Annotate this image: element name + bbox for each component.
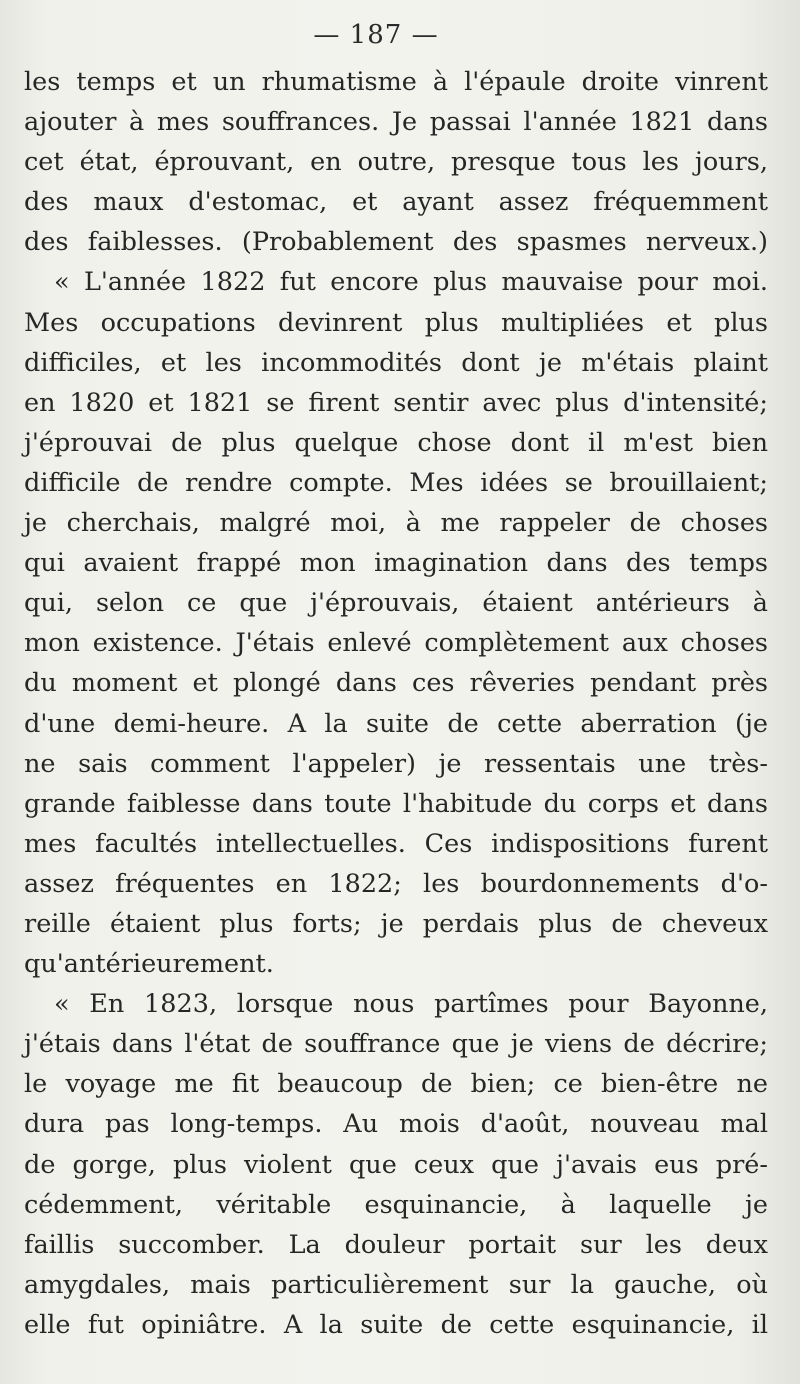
text-line: faillis succomber. La douleur portait sur les deux: [24, 1229, 768, 1260]
text-line: amygdales, mais particulièrement sur la gauche, où: [24, 1269, 768, 1300]
paragraph-start-line: « En 1823, lorsque nous partîmes pour Bayonne,: [54, 989, 768, 1020]
text-line: ajouter à mes souffrances. Je passai l'année 1821 dans: [24, 107, 768, 138]
text-line: en 1820 et 1821 se firent sentir avec plus d'intensité;: [24, 387, 768, 418]
page-number: — 187 —: [313, 20, 439, 50]
text-line: je cherchais, malgré moi, à me rappeler de choses: [24, 508, 768, 539]
text-line: mon existence. J'étais enlevé complètement aux choses: [24, 628, 768, 659]
paragraph-start-line: « L'année 1822 fut encore plus mauvaise pour moi.: [54, 267, 768, 298]
text-line: dura pas long-temps. Au mois d'août, nouveau mal: [24, 1109, 768, 1140]
paragraph-end-line: qu'antérieurement.: [24, 949, 274, 980]
text-line: grande faiblesse dans toute l'habitude du corps et dans: [24, 788, 768, 819]
text-line: des maux d'estomac, et ayant assez fréquemment: [24, 187, 768, 218]
text-line: elle fut opiniâtre. A la suite de cette esquinancie, il: [24, 1309, 768, 1340]
text-line: des faiblesses. (Probablement des spasmes nerveux.): [24, 227, 768, 258]
text-line: ne sais comment l'appeler) je ressentais une très-: [24, 748, 768, 779]
text-line: d'une demi-heure. A la suite de cette aberration (je: [24, 708, 768, 739]
text-line: difficile de rendre compte. Mes idées se brouillaient;: [24, 467, 768, 498]
text-line: du moment et plongé dans ces rêveries pendant près: [24, 668, 768, 699]
text-line: mes facultés intellectuelles. Ces indispositions furent: [24, 828, 768, 859]
text-line: j'étais dans l'état de souffrance que je viens de décrire;: [24, 1029, 768, 1060]
text-line: qui avaient frappé mon imagination dans des temps: [24, 548, 768, 579]
text-line: Mes occupations devinrent plus multipliées et plus: [24, 307, 768, 338]
text-line: cet état, éprouvant, en outre, presque tous les jours,: [24, 147, 768, 178]
text-line: les temps et un rhumatisme à l'épaule droite vinrent: [24, 67, 768, 97]
text-line: le voyage me fit beaucoup de bien; ce bien-être ne: [24, 1069, 768, 1100]
text-line: cédemment, véritable esquinancie, à laquelle je: [24, 1189, 768, 1220]
body-text: [24, 62, 768, 1345]
text-line: difficiles, et les incommodités dont je m'étais plaint: [24, 347, 768, 378]
text-line: j'éprouvai de plus quelque chose dont il m'est bien: [24, 427, 768, 458]
text-line: reille étaient plus forts; je perdais plus de cheveux: [24, 908, 768, 939]
text-line: qui, selon ce que j'éprouvais, étaient antérieurs à: [24, 588, 768, 619]
text-line: assez fréquentes en 1822; les bourdonnements d'o-: [24, 868, 768, 899]
text-line: de gorge, plus violent que ceux que j'avais eus pré-: [24, 1149, 768, 1180]
